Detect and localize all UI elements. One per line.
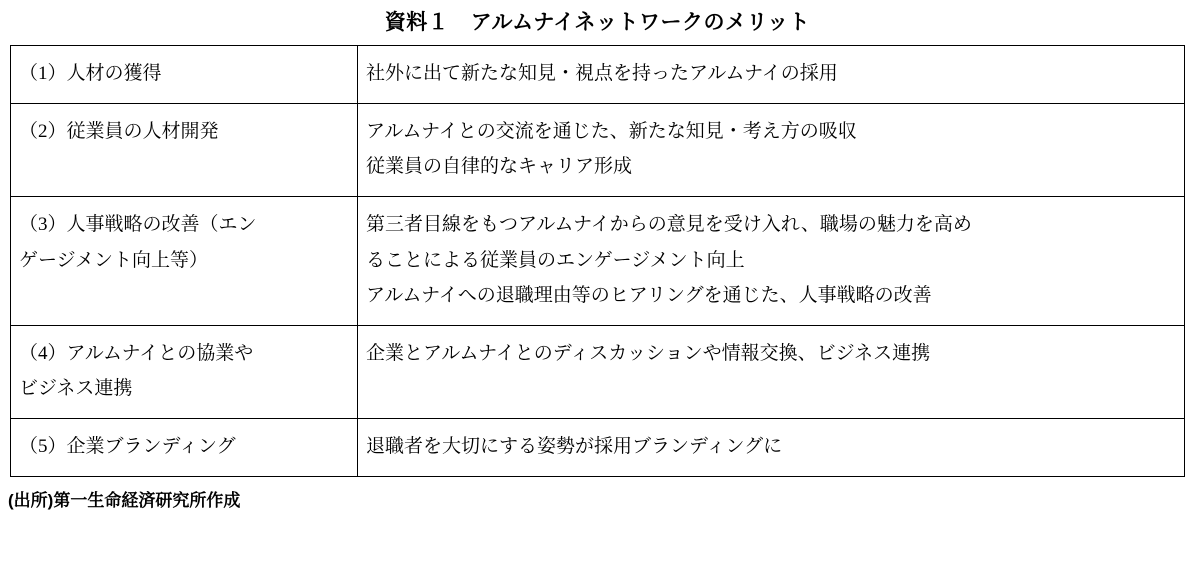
description-line: アルムナイとの交流を通じた、新たな知見・考え方の吸収: [366, 121, 857, 143]
table-row: [11, 197, 1185, 325]
source-note: (出所)第一生命経済研究所作成: [8, 491, 241, 511]
row-label-cell: [11, 325, 358, 418]
label-line: （4）アルムナイとの協業や: [19, 342, 254, 364]
table-row: [11, 104, 1185, 197]
label-line: （2）従業員の人材開発: [19, 121, 219, 143]
label-line: （1）人材の獲得: [19, 63, 162, 84]
label-line: （3）人事戦略の改善（エン: [19, 214, 257, 236]
merit-table: [10, 45, 1185, 477]
row-label-cell: [11, 46, 358, 104]
description-line: 社外に出て新たな知見・視点を持ったアルムナイの採用: [366, 63, 838, 84]
row-label-cell: [11, 419, 358, 477]
row-description-cell: [358, 325, 1185, 418]
row-label-cell: [11, 197, 358, 325]
row-description-cell: [358, 197, 1185, 325]
page-title: 資料１ アルムナイネットワークのメリット: [384, 11, 811, 34]
row-description-cell: [358, 419, 1185, 477]
description-line: 第三者目線をもつアルムナイからの意見を受け入れ、職場の魅力を高め: [366, 214, 972, 236]
row-description-cell: [358, 46, 1185, 104]
table-body: [11, 46, 1185, 477]
label-line: ゲージメント向上等）: [19, 249, 209, 271]
row-label-cell: [11, 104, 358, 197]
table-row: [11, 46, 1185, 104]
description-line: 企業とアルムナイとのディスカッションや情報交換、ビジネス連携: [366, 342, 931, 364]
description-line: アルムナイへの退職理由等のヒアリングを通じた、人事戦略の改善: [366, 284, 932, 306]
label-line: （5）企業ブランディング: [19, 436, 236, 458]
description-line: 従業員の自律的なキャリア形成: [366, 156, 633, 178]
table-row: [11, 325, 1185, 418]
row-description-cell: [358, 104, 1185, 197]
label-line: ビジネス連携: [19, 377, 133, 399]
description-line: 退職者を大切にする姿勢が採用ブランディングに: [366, 436, 783, 458]
description-line: ることによる従業員のエンゲージメント向上: [366, 249, 745, 271]
table-row: [11, 419, 1185, 477]
